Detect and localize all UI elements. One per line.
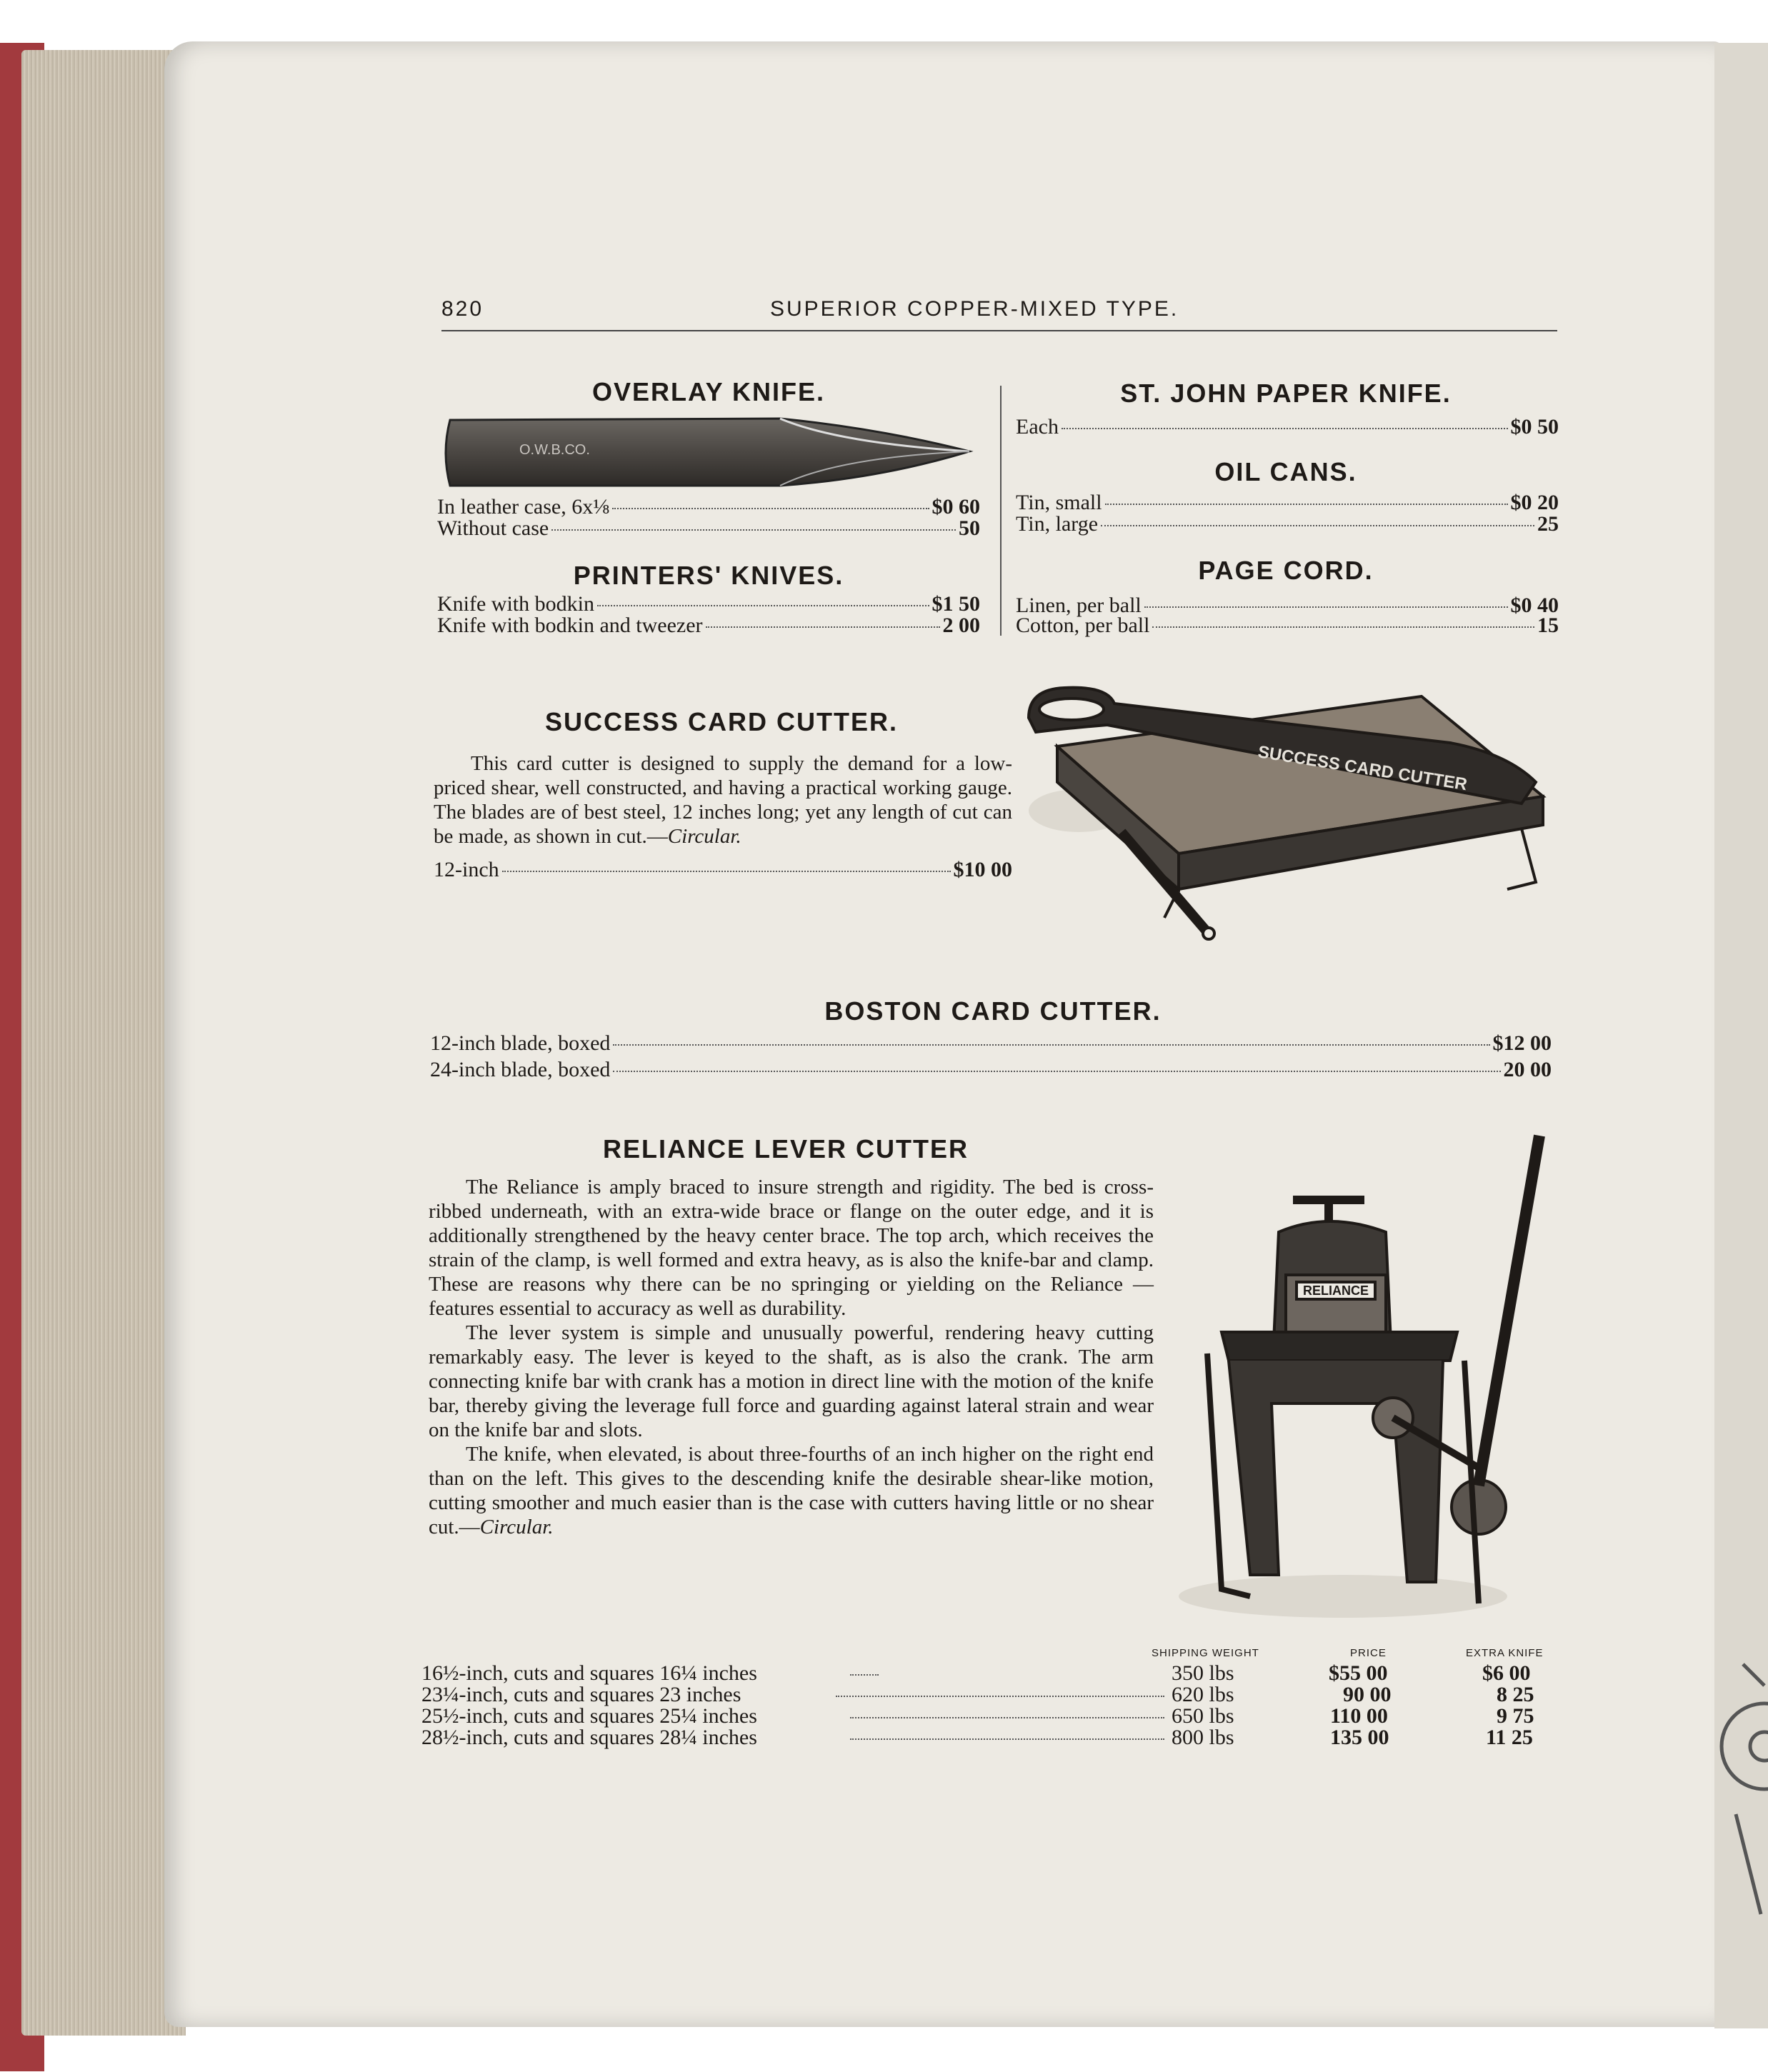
reliance-source: Circular. [479, 1516, 554, 1538]
success-body: This card cutter is designed to supply the demand for a low-priced shear, well constructed, and having a practical working gauge. The blades are of best steel, 12 inches long; yet any length of cut can be made, as shown in cut.— [434, 752, 1012, 848]
item-price: $0 40 [1510, 594, 1559, 617]
item-label: Tin, large [1016, 512, 1099, 536]
item-label: 12-inch blade, boxed [430, 1031, 611, 1055]
st-john-row-1 [1016, 416, 1559, 439]
row-size: 28½-inch, cuts and squares 28¼ inches [421, 1726, 757, 1749]
col-price: PRICE [1350, 1647, 1387, 1659]
row-knife: 8 25 [1497, 1683, 1534, 1706]
oil-cans-title: OIL CANS. [1214, 457, 1357, 486]
success-card-cutter-title: SUCCESS CARD CUTTER. [544, 707, 899, 736]
row-knife: 9 75 [1497, 1704, 1534, 1728]
boston-row-2 [430, 1058, 1552, 1081]
success-row-1 [434, 859, 1012, 881]
row-weight: 350 lbs [1172, 1661, 1234, 1685]
printers-knives-row-2 [437, 614, 980, 637]
page-cord-title: PAGE CORD. [1198, 556, 1374, 585]
row-size: 25½-inch, cuts and squares 25¼ inches [421, 1704, 757, 1728]
reliance-engraving-label: RELIANCE [1302, 1283, 1369, 1298]
reliance-paragraph-3: The knife, when elevated, is about three-fourths of an inch higher on the right end than on the left. This gives to the descending knife the desirable shear-like motion, cutting smoother and much easier than is the case with cutters having little or no shear cut.— [429, 1443, 1154, 1538]
overlay-knife-row-2 [437, 517, 980, 540]
success-cutter-illustration [1022, 675, 1564, 961]
reliance-row-4 [421, 1726, 1547, 1747]
row-leader [850, 1738, 1164, 1740]
next-page-illustration [1714, 43, 1768, 2028]
reliance-title: RELIANCE LEVER CUTTER [602, 1134, 969, 1163]
reliance-row-3 [421, 1704, 1547, 1726]
item-label: Cotton, per ball [1016, 614, 1150, 637]
item-price: $1 50 [932, 592, 980, 616]
col-shipping-weight: SHIPPING WEIGHT [1152, 1647, 1259, 1659]
reliance-cutter-illustration [1179, 1132, 1550, 1632]
column-divider [1000, 386, 1002, 636]
item-label: Each [1016, 415, 1059, 439]
item-label: 12-inch [434, 858, 499, 881]
item-price: 50 [959, 516, 980, 540]
item-price: $0 20 [1510, 491, 1559, 514]
printers-knives-title: PRINTERS' KNIVES. [573, 561, 844, 590]
item-label: Without case [437, 516, 549, 540]
item-label: 24-inch blade, boxed [430, 1058, 611, 1081]
item-price: 15 [1537, 614, 1559, 637]
st-john-title: ST. JOHN PAPER KNIFE. [1120, 379, 1452, 408]
page-cord-row-2 [1016, 614, 1559, 637]
item-price: $0 50 [1510, 415, 1559, 439]
header-rule [441, 330, 1557, 331]
printers-knives-row-1 [437, 593, 980, 616]
item-label: Tin, small [1016, 491, 1102, 514]
success-engraving-label: SUCCESS CARD CUTTER [1257, 742, 1469, 795]
item-price: $0 60 [932, 495, 980, 519]
success-source: Circular. [667, 825, 741, 848]
row-leader [836, 1696, 1164, 1697]
boston-row-1 [430, 1032, 1552, 1055]
row-price: 110 00 [1330, 1704, 1388, 1728]
col-extra-knife: EXTRA KNIFE [1466, 1647, 1544, 1659]
row-size: 23¼-inch, cuts and squares 23 inches [421, 1683, 741, 1706]
reliance-description [429, 1175, 1154, 1539]
reliance-paragraph-2: The lever system is simple and unusually powerful, rendering heavy cutting remarkably easy. The lever is keyed to the shaft, as is also the crank. The arm connecting knife bar with crank has a motion in direct line with the motion of the knife bar, thereby giving the leverage full force and guarding against lateral strain and wear on the knife bar and slots. [429, 1321, 1154, 1441]
row-price: $55 00 [1329, 1661, 1388, 1685]
item-price: $12 00 [1492, 1031, 1552, 1055]
row-weight: 650 lbs [1172, 1704, 1234, 1728]
knife-stamp: O.W.B.CO. [519, 442, 590, 458]
row-leader [850, 1717, 1164, 1718]
item-label: Knife with bodkin and tweezer [437, 614, 703, 637]
overlay-knife-row-1 [437, 496, 980, 519]
item-price: 25 [1537, 512, 1559, 536]
item-price: 20 00 [1503, 1058, 1552, 1081]
item-price: $10 00 [953, 858, 1012, 881]
item-label: Knife with bodkin [437, 592, 594, 616]
row-price: 90 00 [1343, 1683, 1392, 1706]
running-title: SUPERIOR COPPER-MIXED TYPE. [770, 297, 1179, 321]
next-page-edge [1714, 43, 1768, 2028]
oil-cans-row-1 [1016, 491, 1559, 514]
overlay-knife-title: OVERLAY KNIFE. [591, 377, 826, 406]
row-price: 135 00 [1330, 1726, 1389, 1749]
row-size: 16½-inch, cuts and squares 16¼ inches [421, 1661, 757, 1685]
reliance-row-2 [421, 1683, 1547, 1704]
oil-cans-row-2 [1016, 513, 1559, 536]
row-weight: 800 lbs [1172, 1726, 1234, 1749]
row-weight: 620 lbs [1172, 1683, 1234, 1706]
row-knife: 11 25 [1486, 1726, 1533, 1749]
overlay-knife-illustration [437, 414, 980, 493]
boston-card-cutter-title: BOSTON CARD CUTTER. [824, 996, 1162, 1026]
row-leader [850, 1674, 879, 1676]
reliance-paragraph-1: The Reliance is amply braced to insure strength and rigidity. The bed is cross-ribbed underneath, with an extra-wide brace or flange on the outer edge, and it is additionally strengthened by the heavy center brace. The top arch, which receives the strain of the clamp, is well formed and extra heavy, as is also the knife-bar and clamp. These are reasons why there can be no springing or yielding on the Reliance — features essential to accuracy as well as durability. [429, 1176, 1154, 1320]
page-edges [21, 50, 186, 2036]
row-knife: $6 00 [1482, 1661, 1531, 1685]
item-price: 2 00 [942, 614, 980, 637]
page-number: 820 [441, 297, 484, 321]
item-label: Linen, per ball [1016, 594, 1142, 617]
reliance-row-1 [421, 1661, 1547, 1683]
success-description [434, 751, 1012, 849]
item-label: In leather case, 6x⅛ [437, 495, 609, 519]
